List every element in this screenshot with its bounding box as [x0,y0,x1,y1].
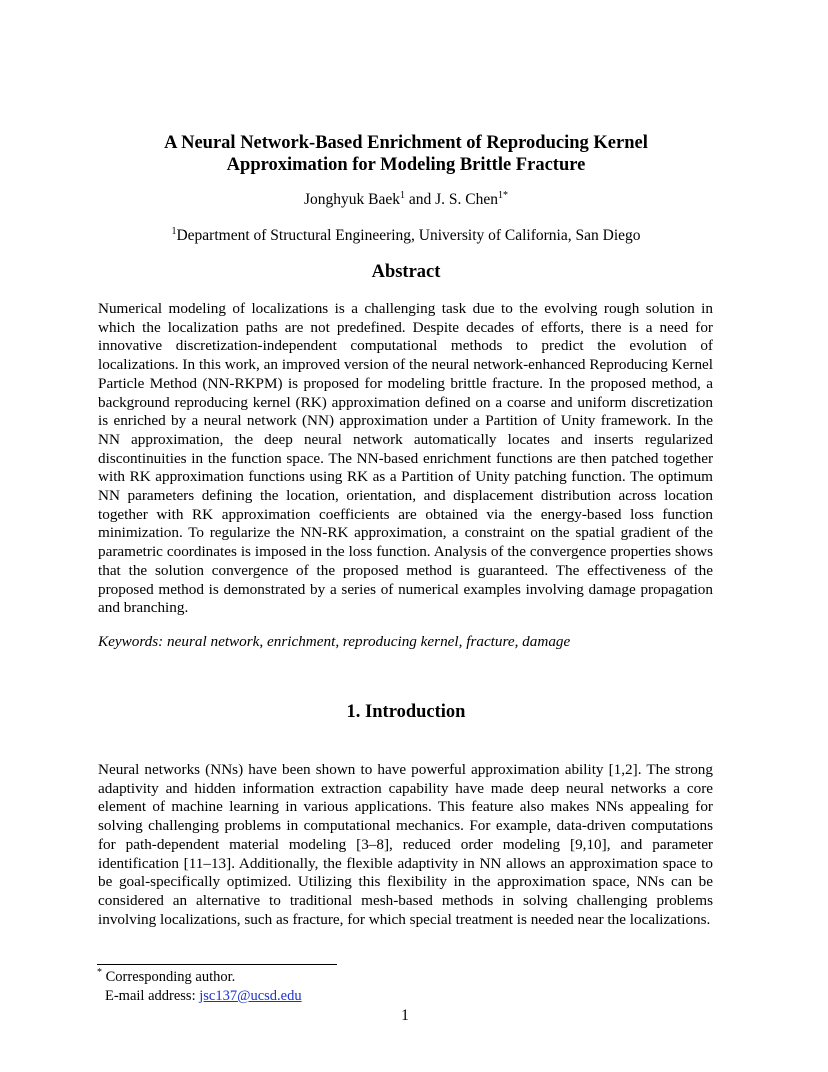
introduction-heading: 1. Introduction [346,702,466,722]
footnote-text: Corresponding author. [102,969,236,985]
title-line-1: A Neural Network-Based Enrichment of Reproducing Kernel [164,133,648,153]
author-name: Jonghyuk Baek [303,191,400,208]
abstract-text: Numerical modeling of localizations is a challenging task due to the evolving rough solution in which the localization paths are not predefined. Despite decades of efforts, there is a need for innovative discretization-independent computational methods to predict the evolution of localizations. In this work, an improved version of the neural network-enhanced Reproducing Kernel Particle Method (NN-RKPM) is proposed for modeling brittle fracture. In the proposed method, a background reproducing kernel (RK) approximation defined on a coarse and uniform discretization is enriched by a neural network (NN) approximation under a Partition of Unity framework. In the NN approximation, the deep neural network automatically locates and inserts regularized discontinuities in the function space. The NN-based enrichment functions are then patched together with RK approximation functions using RK as a Partition of Unity patching function. The optimum NN parameters defining the location, orientation, and displacement distribution across location together with RK approximation coefficients are obtained via the energy-based loss function minimization. To regularize the NN-RK approximation, a constraint on the spatial gradient of the parametric coordinates is imposed in the loss function. Analysis of the convergence properties shows that the solution convergence of the proposed method is guaranteed. The effectiveness of the proposed method is demonstrated by a series of numerical examples involving damage propagation and branching. [98,300,713,617]
keywords: Keywords: neural network, enrichment, reproducing kernel, fracture, damage [98,633,571,650]
footnote-marker: * [97,967,102,979]
footnote-divider [97,964,337,965]
footnote-line-2 [97,987,497,1006]
email-link[interactable]: jsc137@ucsd.edu [199,988,302,1004]
footnote [97,968,497,1006]
author-affil-sup: 1* [498,189,509,201]
affiliation-sup: 1 [171,225,177,237]
abstract-heading: Abstract [371,262,441,282]
affiliation [100,226,712,246]
email-label: E-mail address: [105,988,200,1004]
author-name: J. S. Chen [435,191,499,208]
paper-title [100,132,712,176]
author-separator: and [405,191,436,208]
introduction-text: Neural networks (NNs) have been shown to have powerful approximation ability [1,2]. The strong adaptivity and hidden information extraction capability have made deep neural networks a core element of machine learning in various applications. This feature also makes NNs appealing for solving challenging problems in computational mechanics. For example, data-driven computations for path-dependent material modeling [3–8], reduced order modeling [9,10], and parameter identification [11–13]. Additionally, the flexible adaptivity in NN allows an approximation space to be goal-specifically optimized. Utilizing this flexibility in the approximation space, NNs can be considered an alternative to traditional mesh-based methods in solving challenging problems involving localizations, such as fracture, for which special treatment is needed near the localizations. [98,761,713,928]
affiliation-text: Department of Structural Engineering, University of California, San Diego [176,227,641,244]
author-affil-sup: 1 [400,189,405,201]
footnote-line-1 [97,968,497,987]
author-list [100,190,712,210]
title-line-2: Approximation for Modeling Brittle Fracture [226,155,586,175]
page-number: 1 [401,1007,409,1024]
